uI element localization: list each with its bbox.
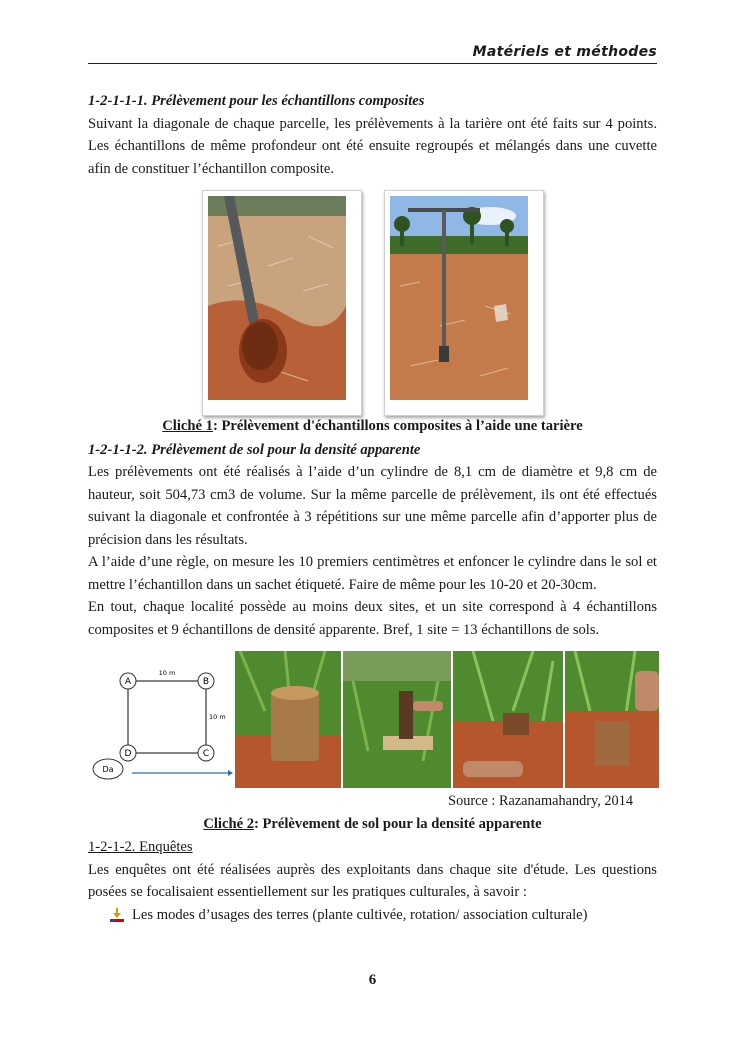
cliche2-label: Cliché 2 (203, 815, 254, 832)
hammering-illustration (343, 651, 451, 788)
bullet-arrow-icon (110, 908, 124, 922)
sampling-diagram (88, 651, 233, 791)
cliche2-caption-text: : Prélèvement de sol pour la densité apparente (254, 815, 542, 832)
page-content (88, 90, 657, 926)
digging-photo (453, 651, 563, 788)
cliche1-label: Cliché 1 (162, 418, 213, 434)
point-b-label: B (202, 677, 210, 687)
cliche1-photos (88, 190, 657, 412)
section-heading-densite: 1-2-1-1-2. Prélèvement de sol pour la densité apparente (88, 441, 421, 458)
auger-soil-photo (202, 190, 362, 416)
cliche2-caption (88, 813, 657, 836)
cliche1-caption (88, 415, 657, 438)
cylinder-photo (235, 651, 341, 788)
paragraph-enquetes: Les enquêtes ont été réalisées auprès des exploitants dans chaque site d'étude. Les questions posées se focalisaient essentiellement sur les pratiques culturales, à savoir : (88, 861, 657, 900)
auger-field-illustration (390, 196, 528, 400)
page-number: 6 (368, 972, 377, 988)
auger-soil-illustration (208, 196, 346, 400)
section-heading-composites: 1-2-1-1-1. Prélèvement pour les échantillons composites (88, 93, 425, 109)
auger-field-photo (384, 190, 544, 416)
section-heading-enquetes: 1-2-1-2. Enquêtes (88, 839, 193, 855)
digging-illustration (453, 651, 563, 788)
cliche2-source: Source : Razanamahandry, 2014 (448, 793, 633, 809)
sample-photo (565, 651, 659, 788)
cylinder-illustration (235, 651, 341, 788)
paragraph-composites: Suivant la diagonale de chaque parcelle, les prélèvements à la tarière ont été faits sur 4 points. Les échantillons de même profondeur ont été ensuite regroupés et mélangés dans une cuvette afin de constituer l’échantillon composite. (88, 115, 657, 177)
header-rule (88, 63, 657, 64)
point-a-label: A (124, 677, 132, 687)
top-side-length: 10 m (158, 669, 176, 677)
sample-illustration (565, 651, 659, 788)
paragraph-regle: A l’aide d’une règle, on mesure les 10 premiers centimètres et enfoncer le cylindre dans le sol et mettre l’échantillon dans un sachet étiqueté. Faire de même pour les 10-20 et 20-30cm. (88, 554, 657, 593)
bullet-text: Les modes d’usages des terres (plante cultivée, rotation/ association culturale) (132, 906, 588, 923)
point-d-label: D (124, 749, 132, 759)
hammering-photo (343, 651, 451, 788)
right-side-length: 10 m (209, 713, 226, 721)
cliche2-figure (88, 651, 657, 791)
point-c-label: C (202, 749, 210, 759)
cliche1-caption-text: : Prélèvement d'échantillons composites à l’aide une tarière (212, 418, 583, 434)
paragraph-en-tout: En tout, chaque localité possède au moins deux sites, et un site correspond à 4 échantillons composites et 9 échantillons de densité apparente. Bref, 1 site = 13 échantillons de sols. (88, 599, 657, 638)
paragraph-cylinder: Les prélèvements ont été réalisés à l’aide d’un cylindre de 8,1 cm de diamètre et 9,8 cm de hauteur, soit 504,73 cm3 de volume. Sur la même parcelle de prélèvement, ils ont été effectués suivant la diagonale et confrontée à 3 répétitions sur une même parcelle afin d’apporter plus de précision dans les résultats. (88, 464, 657, 548)
da-label: Da (102, 765, 114, 774)
running-header: Matériels et méthodes (472, 44, 657, 60)
bullet-item (110, 904, 657, 927)
